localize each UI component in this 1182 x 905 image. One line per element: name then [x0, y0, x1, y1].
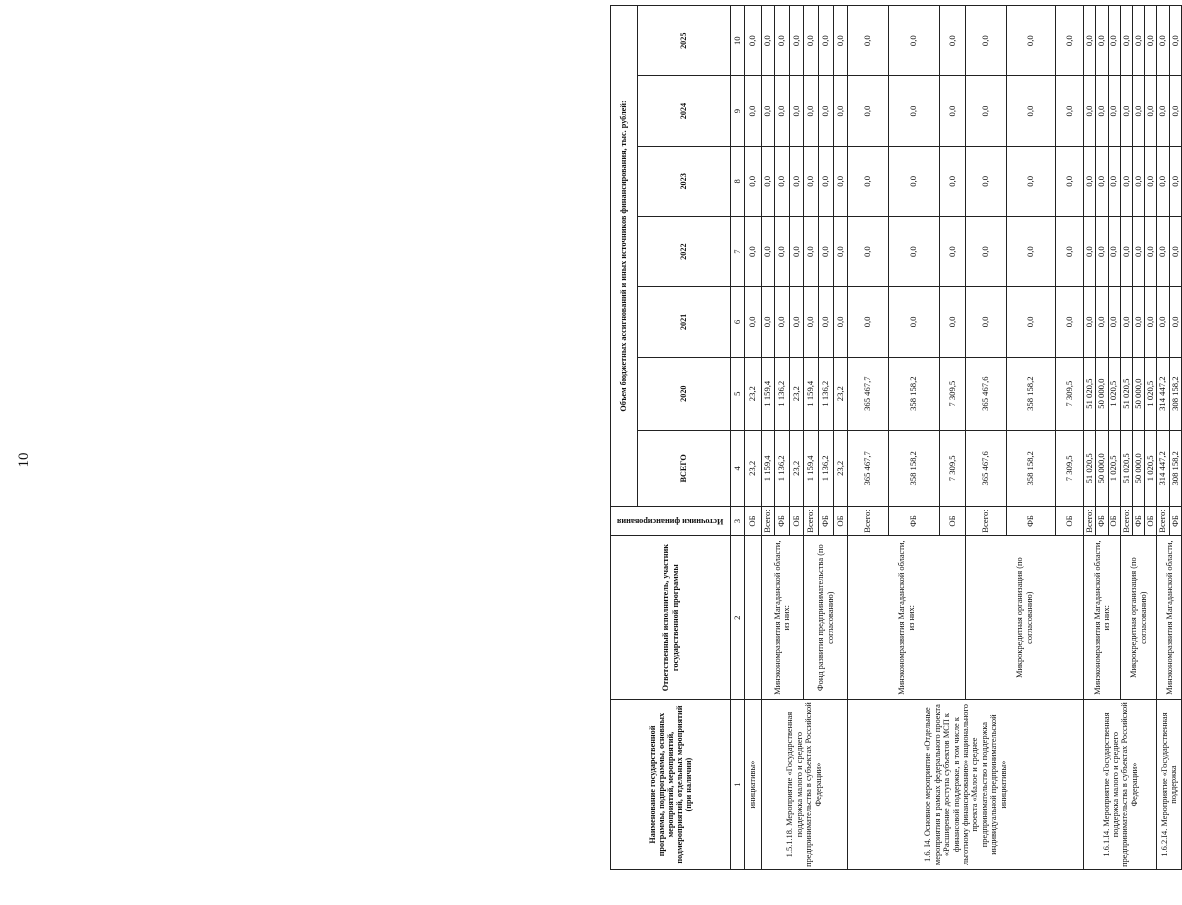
- column-number: 5: [731, 357, 745, 430]
- year-value-cell: 0,0: [1120, 6, 1132, 76]
- year-value-cell: 0,0: [1108, 287, 1120, 357]
- table-row: [761, 6, 774, 870]
- column-number: 4: [731, 430, 745, 506]
- year-value-cell: 0,0: [848, 6, 889, 76]
- year-value-cell: 0,0: [790, 287, 804, 357]
- year-value-cell: 0,0: [1006, 146, 1055, 216]
- year-value-cell: 0,0: [966, 217, 1007, 287]
- executor-cell: Микрокредитная организация (по согласованию): [1120, 536, 1157, 700]
- column-number: 6: [731, 287, 745, 357]
- column-number-row: [731, 6, 745, 870]
- year-value-cell: 50 000,0: [1133, 357, 1145, 430]
- year-value-cell: 0,0: [818, 6, 833, 76]
- funding-source-cell: ФБ: [1169, 506, 1181, 535]
- year-value-cell: 0,0: [1120, 287, 1132, 357]
- year-value-cell: 0,0: [1157, 6, 1169, 76]
- funding-source-cell: Всего:: [804, 506, 818, 535]
- year-value-cell: 0,0: [1055, 146, 1084, 216]
- header-total: ВСЕГО: [638, 430, 731, 506]
- year-value-cell: 0,0: [848, 287, 889, 357]
- year-value-cell: 0,0: [745, 76, 761, 146]
- header-year: 2023: [638, 146, 731, 216]
- year-value-cell: 0,0: [833, 76, 847, 146]
- column-number: 7: [731, 217, 745, 287]
- year-value-cell: 0,0: [1133, 6, 1145, 76]
- year-value-cell: 0,0: [1096, 6, 1108, 76]
- year-value-cell: 0,0: [1055, 287, 1084, 357]
- total-value-cell: 358 158,2: [888, 430, 939, 506]
- funding-source-cell: ФБ: [888, 506, 939, 535]
- total-value-cell: 23,2: [790, 430, 804, 506]
- year-value-cell: 0,0: [1108, 217, 1120, 287]
- total-value-cell: 308 158,2: [1169, 430, 1181, 506]
- table-row: [1084, 6, 1096, 870]
- year-value-cell: 0,0: [1006, 76, 1055, 146]
- year-value-cell: 1 020,5: [1145, 357, 1157, 430]
- year-value-cell: 0,0: [774, 217, 789, 287]
- total-value-cell: 314 447,2: [1157, 430, 1169, 506]
- year-value-cell: 314 447,2: [1157, 357, 1169, 430]
- year-value-cell: 0,0: [1096, 76, 1108, 146]
- funding-source-cell: ФБ: [1133, 506, 1145, 535]
- funding-source-cell: Всего:: [1157, 506, 1169, 535]
- total-value-cell: 358 158,2: [1006, 430, 1055, 506]
- year-value-cell: 1 159,4: [804, 357, 818, 430]
- year-value-cell: 358 158,2: [1006, 357, 1055, 430]
- year-value-cell: 0,0: [1084, 217, 1096, 287]
- budget-table: [610, 5, 1182, 870]
- year-value-cell: 0,0: [939, 76, 965, 146]
- funding-source-cell: ОБ: [745, 506, 761, 535]
- year-value-cell: 0,0: [1055, 6, 1084, 76]
- year-value-cell: 0,0: [833, 217, 847, 287]
- year-value-cell: 0,0: [790, 6, 804, 76]
- year-value-cell: 0,0: [1133, 146, 1145, 216]
- program-name-cell: 1.6. I4. Основное мероприятие «Отдельные мероприятия в рамках федерального проекта «Расширение доступа субъектов МСП к финансовой поддержке, в том числе к льготному финансированию» национального проекта «Малое и среднее предпринимательство и поддержка индивидуальной предпринимательской инициативы»: [848, 700, 1084, 870]
- year-value-cell: 0,0: [774, 287, 789, 357]
- funding-source-cell: ФБ: [774, 506, 789, 535]
- year-value-cell: 0,0: [804, 146, 818, 216]
- header-year: 2021: [638, 287, 731, 357]
- year-value-cell: 0,0: [939, 146, 965, 216]
- year-value-cell: 0,0: [888, 217, 939, 287]
- year-value-cell: 0,0: [1108, 146, 1120, 216]
- year-value-cell: 0,0: [804, 76, 818, 146]
- year-value-cell: 1 136,2: [818, 357, 833, 430]
- year-value-cell: 23,2: [833, 357, 847, 430]
- year-value-cell: 0,0: [1120, 217, 1132, 287]
- funding-source-cell: ОБ: [790, 506, 804, 535]
- total-value-cell: 51 020,5: [1120, 430, 1132, 506]
- year-value-cell: 0,0: [790, 217, 804, 287]
- year-value-cell: 0,0: [888, 6, 939, 76]
- page-number: 10: [16, 452, 32, 468]
- total-value-cell: 1 136,2: [774, 430, 789, 506]
- total-value-cell: 50 000,0: [1133, 430, 1145, 506]
- year-value-cell: 0,0: [1096, 217, 1108, 287]
- table-row: [848, 6, 889, 870]
- funding-source-cell: ФБ: [1096, 506, 1108, 535]
- funding-source-cell: ФБ: [818, 506, 833, 535]
- year-value-cell: 0,0: [1006, 6, 1055, 76]
- executor-cell: Минэкономразвития Магаданской области, из них:: [848, 536, 966, 700]
- year-value-cell: 0,0: [1145, 287, 1157, 357]
- year-value-cell: 0,0: [761, 76, 774, 146]
- year-value-cell: 0,0: [939, 217, 965, 287]
- year-value-cell: 0,0: [1169, 146, 1181, 216]
- total-value-cell: 1 159,4: [761, 430, 774, 506]
- table-row: [1157, 6, 1169, 870]
- funding-source-cell: ОБ: [833, 506, 847, 535]
- year-value-cell: 0,0: [1169, 217, 1181, 287]
- year-value-cell: 0,0: [1006, 287, 1055, 357]
- year-value-cell: 0,0: [745, 6, 761, 76]
- year-value-cell: 0,0: [1157, 146, 1169, 216]
- year-value-cell: 0,0: [790, 146, 804, 216]
- year-value-cell: 7 309,5: [939, 357, 965, 430]
- year-value-cell: 0,0: [1084, 6, 1096, 76]
- year-value-cell: 0,0: [1084, 146, 1096, 216]
- total-value-cell: 23,2: [745, 430, 761, 506]
- year-value-cell: 308 158,2: [1169, 357, 1181, 430]
- year-value-cell: 0,0: [1055, 76, 1084, 146]
- year-value-cell: 0,0: [848, 146, 889, 216]
- total-value-cell: 51 020,5: [1084, 430, 1096, 506]
- year-value-cell: 0,0: [888, 287, 939, 357]
- year-value-cell: 0,0: [939, 287, 965, 357]
- year-value-cell: 0,0: [818, 287, 833, 357]
- year-value-cell: 0,0: [1006, 217, 1055, 287]
- year-value-cell: 0,0: [774, 76, 789, 146]
- total-value-cell: 7 309,5: [939, 430, 965, 506]
- executor-cell: Минэкономразвития Магаданской области,: [1157, 536, 1182, 700]
- column-number: 9: [731, 76, 745, 146]
- column-number: 8: [731, 146, 745, 216]
- total-value-cell: 1 020,5: [1145, 430, 1157, 506]
- year-value-cell: 0,0: [833, 6, 847, 76]
- year-value-cell: 0,0: [1133, 287, 1145, 357]
- total-value-cell: 50 000,0: [1096, 430, 1108, 506]
- year-value-cell: 0,0: [1169, 6, 1181, 76]
- column-number: 10: [731, 6, 745, 76]
- column-number: 1: [731, 700, 745, 870]
- year-value-cell: 0,0: [966, 287, 1007, 357]
- year-value-cell: 0,0: [888, 76, 939, 146]
- year-value-cell: 0,0: [1108, 76, 1120, 146]
- year-value-cell: 0,0: [848, 76, 889, 146]
- column-number: 2: [731, 536, 745, 700]
- funding-source-cell: Всего:: [848, 506, 889, 535]
- total-value-cell: 1 020,5: [1108, 430, 1120, 506]
- funding-source-cell: ОБ: [1145, 506, 1157, 535]
- total-value-cell: 1 159,4: [804, 430, 818, 506]
- year-value-cell: 0,0: [790, 76, 804, 146]
- year-value-cell: 0,0: [761, 6, 774, 76]
- year-value-cell: 23,2: [745, 357, 761, 430]
- rotated-table-container: [610, 5, 1182, 870]
- total-value-cell: 23,2: [833, 430, 847, 506]
- year-value-cell: 51 020,5: [1120, 357, 1132, 430]
- program-name-cell: 1.5.1.18. Мероприятие «Государственная поддержка малого и среднего предпринимательства в субъектах Российской Федерации»: [761, 700, 848, 870]
- total-value-cell: 365 467,7: [848, 430, 889, 506]
- year-value-cell: 7 309,5: [1055, 357, 1084, 430]
- executor-cell: Минэкономразвития Магаданской области, из них:: [1084, 536, 1121, 700]
- year-value-cell: 0,0: [804, 217, 818, 287]
- year-value-cell: 0,0: [804, 287, 818, 357]
- funding-source-cell: ФБ: [1006, 506, 1055, 535]
- program-name-cell: 1.6.2.I4. Мероприятие «Государственная поддержка: [1157, 700, 1182, 870]
- year-value-cell: 0,0: [761, 146, 774, 216]
- year-value-cell: 0,0: [1120, 76, 1132, 146]
- year-value-cell: 0,0: [818, 76, 833, 146]
- year-value-cell: 0,0: [1157, 287, 1169, 357]
- year-value-cell: 0,0: [833, 287, 847, 357]
- year-value-cell: 0,0: [966, 6, 1007, 76]
- funding-source-cell: Всего:: [761, 506, 774, 535]
- year-value-cell: 0,0: [761, 287, 774, 357]
- year-value-cell: 0,0: [745, 146, 761, 216]
- year-value-cell: 0,0: [1133, 76, 1145, 146]
- executor-cell: [745, 536, 761, 700]
- year-value-cell: 0,0: [745, 287, 761, 357]
- year-value-cell: 51 020,5: [1084, 357, 1096, 430]
- year-value-cell: 0,0: [1169, 76, 1181, 146]
- column-number: 3: [731, 506, 745, 535]
- year-value-cell: 0,0: [761, 217, 774, 287]
- header-year: 2025: [638, 6, 731, 76]
- year-value-cell: 0,0: [804, 6, 818, 76]
- year-value-cell: 0,0: [888, 146, 939, 216]
- funding-source-cell: ОБ: [1055, 506, 1084, 535]
- year-value-cell: 0,0: [774, 6, 789, 76]
- year-value-cell: 365 467,7: [848, 357, 889, 430]
- year-value-cell: 1 136,2: [774, 357, 789, 430]
- funding-source-cell: Всего:: [966, 506, 1007, 535]
- year-value-cell: 0,0: [966, 146, 1007, 216]
- header-source: [611, 506, 731, 535]
- year-value-cell: 0,0: [1145, 6, 1157, 76]
- total-value-cell: 365 467,6: [966, 430, 1007, 506]
- year-value-cell: 0,0: [1145, 217, 1157, 287]
- year-value-cell: 0,0: [1055, 217, 1084, 287]
- funding-source-cell: ОБ: [1108, 506, 1120, 535]
- year-value-cell: 0,0: [939, 6, 965, 76]
- year-value-cell: 0,0: [1084, 287, 1096, 357]
- year-value-cell: 50 000,0: [1096, 357, 1108, 430]
- year-value-cell: 0,0: [1120, 146, 1132, 216]
- executor-cell: Минэкономразвития Магаданской области, из них:: [761, 536, 804, 700]
- funding-source-cell: Всего:: [1084, 506, 1096, 535]
- funding-source-cell: ОБ: [939, 506, 965, 535]
- year-value-cell: 0,0: [818, 146, 833, 216]
- year-value-cell: 0,0: [1169, 287, 1181, 357]
- program-name-cell: 1.6.1.I4. Мероприятие «Государственная поддержка малого и среднего предпринимательства в субъектах Российской Федерации»: [1084, 700, 1157, 870]
- header-year: 2024: [638, 76, 731, 146]
- year-value-cell: 0,0: [966, 76, 1007, 146]
- header-year: 2022: [638, 217, 731, 287]
- year-value-cell: 0,0: [1096, 146, 1108, 216]
- header-name: Наименование государственной программы, подпрограммы, основных мероприятий, мероприятий, подмероприятий, отдельных мероприятий (при наличии): [611, 700, 731, 870]
- year-value-cell: 0,0: [1157, 76, 1169, 146]
- year-value-cell: 0,0: [1133, 217, 1145, 287]
- executor-cell: Фонд развития предпринимательства (по согласованию): [804, 536, 848, 700]
- program-name-cell: инициативы»: [745, 700, 761, 870]
- year-value-cell: 0,0: [1145, 146, 1157, 216]
- year-value-cell: 0,0: [1096, 287, 1108, 357]
- year-value-cell: 1 020,5: [1108, 357, 1120, 430]
- executor-cell: Микрокредитная организация (по согласованию): [966, 536, 1084, 700]
- year-value-cell: 365 467,6: [966, 357, 1007, 430]
- year-value-cell: 1 159,4: [761, 357, 774, 430]
- table-body: [745, 6, 1182, 870]
- year-value-cell: 0,0: [774, 146, 789, 216]
- year-value-cell: 0,0: [1157, 217, 1169, 287]
- year-value-cell: 0,0: [818, 217, 833, 287]
- year-value-cell: 0,0: [833, 146, 847, 216]
- year-value-cell: 0,0: [848, 217, 889, 287]
- year-value-cell: 0,0: [745, 217, 761, 287]
- year-value-cell: 358 158,2: [888, 357, 939, 430]
- table-row: [745, 6, 761, 870]
- year-value-cell: 0,0: [1145, 76, 1157, 146]
- year-value-cell: 23,2: [790, 357, 804, 430]
- total-value-cell: 1 136,2: [818, 430, 833, 506]
- total-value-cell: 7 309,5: [1055, 430, 1084, 506]
- header-total-group: Объем бюджетных ассигнований и иных источников финансирования, тыс. рублей:: [611, 6, 638, 507]
- header-source-text: Источники финансирования: [617, 516, 724, 526]
- header-executor: Ответственный исполнитель, участник государственной программы: [611, 536, 731, 700]
- year-value-cell: 0,0: [1084, 76, 1096, 146]
- header-year: 2020: [638, 357, 731, 430]
- funding-source-cell: Всего:: [1120, 506, 1132, 535]
- year-value-cell: 0,0: [1108, 6, 1120, 76]
